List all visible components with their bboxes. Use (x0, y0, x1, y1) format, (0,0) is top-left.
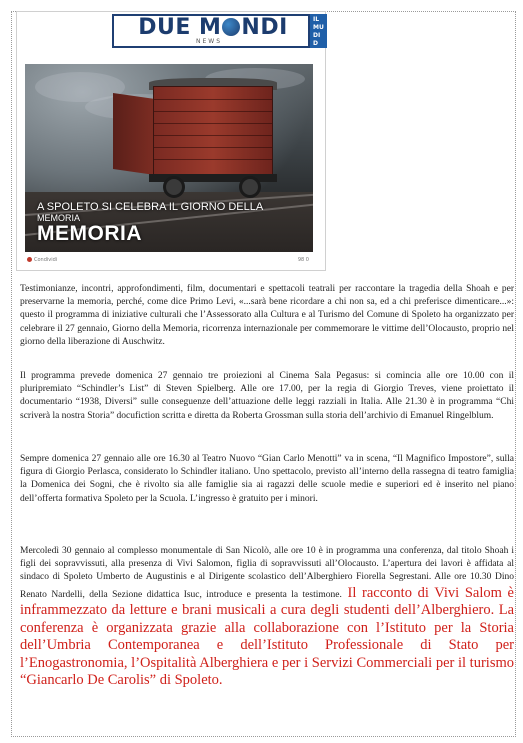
paragraph-intro: Testimonianze, incontri, approfondimenti, film, documentari e spettacoli teatrali per raccontare la tragedia della Shoah e per preservarne la memoria, perché, come dice Primo Levi, «...sarà bene ricordare a chi non sa, ed a chi preferisce dimenticare...»: questo il programma di iniziative culturali che l’Assessorato alla Cultura e al Turismo del Comune di Spoleto ha organizzato per celebrare il 27 gennaio, Giorno della Memoria, ricorrenza internazionale per commemorare le vittime dell’Olocausto, proprio nel giorno della liberazione di Auschwitz. (20, 284, 514, 347)
side-banner (310, 14, 327, 48)
photo-caption (37, 202, 297, 245)
logo-text-part-1: DUE M (138, 15, 222, 40)
paragraph-theatre: Sempre domenica 27 gennaio alle ore 16.30 al Teatro Nuovo “Gian Carlo Menotti” va in scena, “Il Magnifico Impostore”, sulla figura di Giorgio Perlasca, considerato lo Schindler italiano. Uno spettacolo, previsto all’interno della rassegna di teatro famiglia la Domenica dei Sogni, che è rivolto sia alle famiglie sia ai ragazzi delle scuole medie e superiori ed è inserito nel piano dell’offerta formativa Spoleto per la Scuola. L’ingresso è gratuito per i minori. (20, 454, 514, 504)
caption-subline: MEMORIA (37, 213, 81, 223)
share-icon (27, 257, 32, 262)
site-logo[interactable] (112, 14, 310, 48)
conference-text: Mercoledì 30 gennaio al complesso monumentale di San Nicolò, alle ore 10 è in programma una conferenza, dal titolo Shoah i figli dei sopravvissuti, alla presenza di Vivi Salomon, figlia di sopravvissuti all’Olocausto. L’apertura dei lavori è affidata al sindaco di Spoleto Umberto de Augustinis e al Dirigente scolastico dell’Alberghiero Fiorella Segrestani. Alle ore 10.30 Dino Renato Nardelli, della Sezione didattica Isuc, introduce e presenta la testimone. (20, 546, 514, 600)
globe-icon (222, 18, 240, 36)
highlighted-text: Il racconto di Vivi Salom è inframmezzato da letture e brani musicali a cura degli studenti dell’Alberghiero. La conferenza è organizzata grazie alla collaborazione con l’Istituto per la Storia dell’Umbria Contemporanea e dell’Istituto Professionale di Stato per l’Enogastronomia, l’Ospitalità Alberghiera e per i Servizi Commerciali per il turismo “Giancarlo De Carolis” di Spoleto. (20, 584, 514, 689)
logo-subtitle: NEWS (195, 38, 223, 45)
side-banner-label: IL MU DI D (313, 16, 324, 47)
share-bar (25, 253, 313, 268)
logo-text-part-2: NDI (241, 15, 288, 40)
caption-big-word: MEMORIA (37, 222, 142, 245)
caption-headline: A SPOLETO SI CELEBRA IL GIORNO DELLA (37, 201, 264, 213)
paragraph-cinema: Il programma prevede domenica 27 gennaio tre proiezioni al Cinema Sala Pegasus: si comincia alle ore 10.00 con il pluripremiato “Schindler’s List” di Steven Spielberg. Alle ore 17.00, per la regia di Giorgio Treves, viene proiettato il documentario “1938, Diversi” sulle conseguenze dell’attuazione delle leggi razziali in Italia. Alle 21.30 è in programma “Chi scriverà la nostra Storia” docufiction scritta e diretta da Roberta Grossman sulla storia dell’archivio di Emanuel Ringelblum. (20, 371, 514, 421)
share-link[interactable] (27, 257, 57, 263)
paragraph-conference (20, 545, 514, 690)
hero-photo (25, 64, 313, 252)
share-label: Condividi (34, 257, 58, 263)
share-counts: 98 0 (297, 257, 309, 263)
